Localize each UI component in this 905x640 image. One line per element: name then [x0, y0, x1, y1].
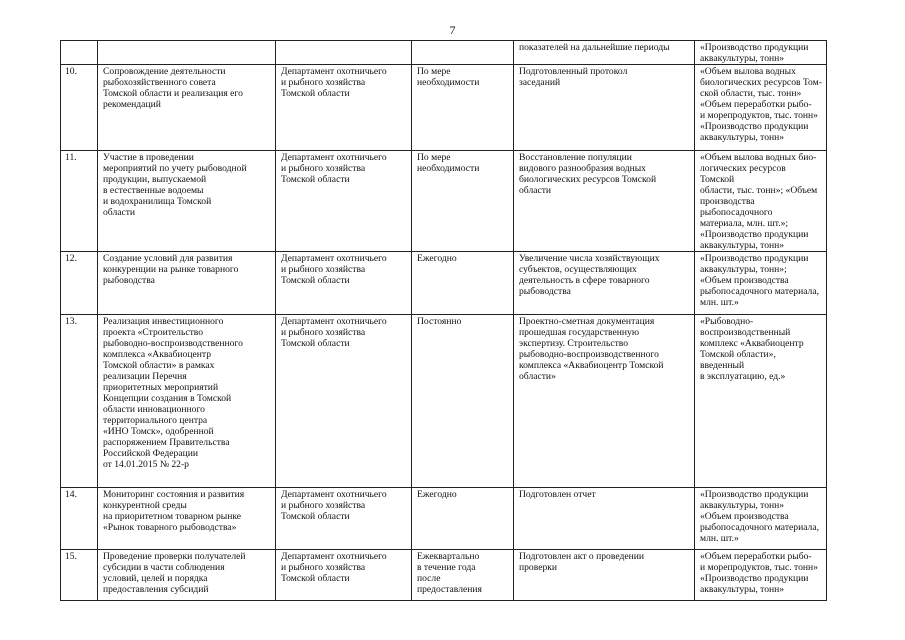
indicator-cell: «Рыбоводно- воспроизводственный комплекс «Аквабиоцентр Томской области», введенный в эксплуатацию, ед.»: [695, 315, 827, 488]
action-cell: [98, 41, 276, 65]
result-cell: Подготовлен отчет: [514, 488, 695, 550]
action-cell: Реализация инвестиционного проекта «Строительство рыбоводно-воспроизводственного комплекса «Аквабиоцентр Томской области» в рамках реализации Перечня приоритетных мероприятий Концепции создания в Томской области инновационного территориального центра «ИНО Томск», одобренной распоряжением Правительства Российской Федерации от 14.01.2015 № 22-р: [98, 315, 276, 488]
table-row: [61, 550, 827, 601]
result-cell: Увеличение числа хозяйствующих субъектов, осуществляющих деятельность в сфере товарного рыбоводства: [514, 252, 695, 315]
action-cell: Участие в проведении мероприятий по учету рыбоводной продукции, выпускаемой в естественные водоемы и водохранилища Томской области: [98, 151, 276, 252]
term-cell: Ежегодно: [412, 488, 514, 550]
term-cell: Постоянно: [412, 315, 514, 488]
indicator-cell: «Производство продукции аквакультуры, тонн»: [695, 41, 827, 65]
result-cell: показателей на дальнейшие периоды: [514, 41, 695, 65]
indicator-cell: «Объем переработки рыбо- и морепродуктов, тыс. тонн» «Производство продукции аквакультуры, тонн»: [695, 550, 827, 601]
result-cell: Подготовленный протокол заседаний: [514, 65, 695, 151]
term-cell: [412, 41, 514, 65]
executor-cell: Департамент охотничьего и рыбного хозяйства Томской области: [276, 315, 412, 488]
table-row: [61, 315, 827, 488]
table-row: [61, 65, 827, 151]
term-cell: По мере необходимости: [412, 65, 514, 151]
indicator-cell: «Производство продукции аквакультуры, тонн» «Объем производства рыбопосадочного материала, млн. шт.»: [695, 488, 827, 550]
result-cell: Подготовлен акт о проведении проверки: [514, 550, 695, 601]
executor-cell: Департамент охотничьего и рыбного хозяйства Томской области: [276, 488, 412, 550]
row-number-cell: 14.: [61, 488, 98, 550]
executor-cell: [276, 41, 412, 65]
action-cell: Создание условий для развития конкуренции на рынке товарного рыбоводства: [98, 252, 276, 315]
term-cell: По мере необходимости: [412, 151, 514, 252]
action-cell: Сопровождение деятельности рыбохозяйственного совета Томской области и реализация его рекомендаций: [98, 65, 276, 151]
row-number-cell: 12.: [61, 252, 98, 315]
term-cell: Ежегодно: [412, 252, 514, 315]
table-row: [61, 488, 827, 550]
indicator-cell: «Объем вылова водных био- логических ресурсов Томской области, тыс. тонн»; «Объем производства рыбопосадочного материала, млн. шт.»; «Производство продукции аквакультуры, тонн»: [695, 151, 827, 252]
executor-cell: Департамент охотничьего и рыбного хозяйства Томской области: [276, 151, 412, 252]
indicator-cell: «Объем вылова водных биологических ресурсов Том- ской области, тыс. тонн» «Объем переработки рыбо- и морепродуктов, тыс. тонн» «Производство продукции аквакультуры, тонн»: [695, 65, 827, 151]
indicator-cell: «Производство продукции аквакультуры, тонн»; «Объем производства рыбопосадочного материала, млн. шт.»: [695, 252, 827, 315]
result-cell: Проектно-сметная документация прошедшая государственную экспертизу. Строительство рыбоводно-воспроизводственного комплекса «Аквабиоцентр Томской области»: [514, 315, 695, 488]
action-cell: Мониторинг состояния и развития конкурентной среды на приоритетном товарном рынке «Рынок товарного рыбоводства»: [98, 488, 276, 550]
row-number-cell: 10.: [61, 65, 98, 151]
executor-cell: Департамент охотничьего и рыбного хозяйства Томской области: [276, 252, 412, 315]
row-number-cell: [61, 41, 98, 65]
table-row: [61, 41, 827, 65]
page-number: 7: [449, 23, 456, 37]
result-cell: Восстановление популяции видового разнообразия водных биологических ресурсов Томской области: [514, 151, 695, 252]
term-cell: Ежеквартально в течение года после предоставления: [412, 550, 514, 601]
table-row: [61, 252, 827, 315]
table-row: [61, 151, 827, 252]
measures-table: [60, 40, 827, 601]
row-number-cell: 11.: [61, 151, 98, 252]
row-number-cell: 15.: [61, 550, 98, 601]
action-cell: Проведение проверки получателей субсидии в части соблюдения условий, целей и порядка предоставления субсидий: [98, 550, 276, 601]
executor-cell: Департамент охотничьего и рыбного хозяйства Томской области: [276, 65, 412, 151]
row-number-cell: 13.: [61, 315, 98, 488]
executor-cell: Департамент охотничьего и рыбного хозяйства Томской области: [276, 550, 412, 601]
